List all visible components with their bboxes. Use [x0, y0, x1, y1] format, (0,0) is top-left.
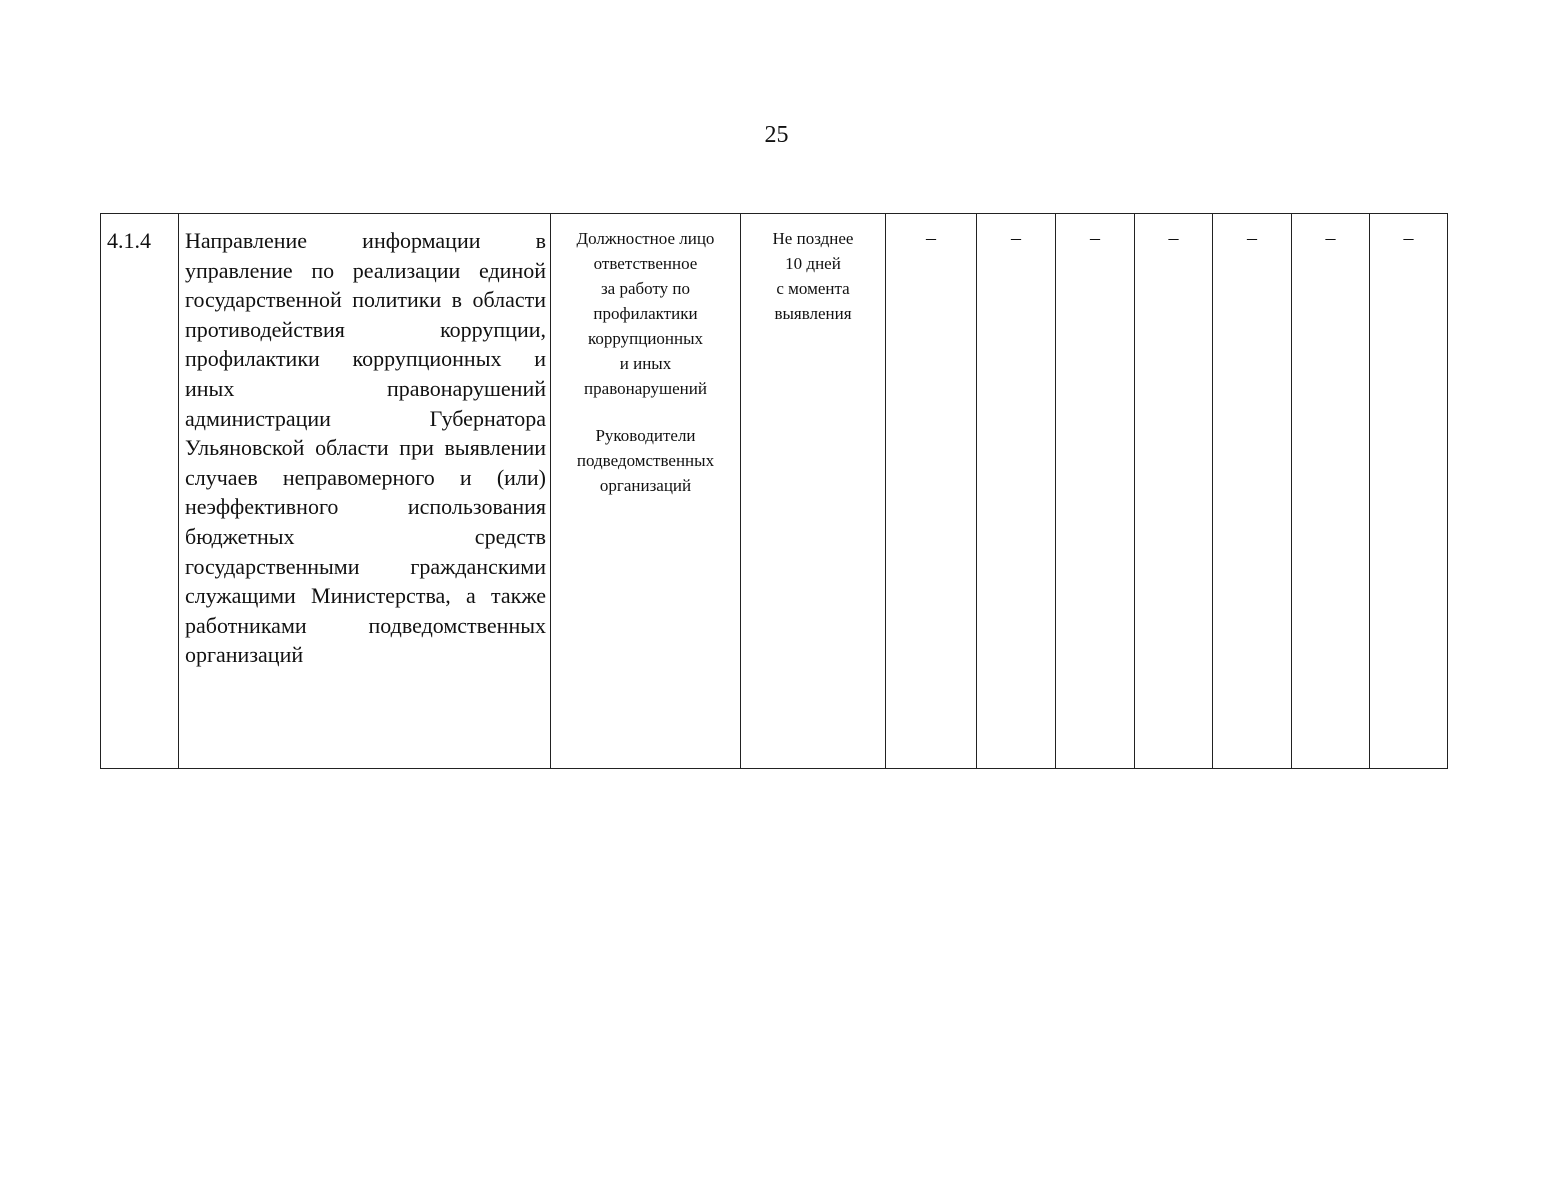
- responsible-line: Руководители: [595, 426, 696, 445]
- responsible-line: профилактики: [593, 304, 698, 323]
- dash-value: –: [1325, 227, 1336, 249]
- row-number: 4.1.4: [107, 228, 151, 253]
- page-number: 25: [764, 122, 789, 148]
- value-cell: [1370, 214, 1448, 769]
- responsible-line: подведомственных: [576, 451, 715, 470]
- dash-value: –: [1090, 227, 1100, 249]
- dash-value: –: [1011, 227, 1021, 249]
- responsible-line: за работу по: [600, 279, 691, 298]
- responsible-line: ответственное: [593, 254, 698, 273]
- row-number-cell: [101, 214, 179, 769]
- value-cell: [1056, 214, 1135, 769]
- deadline-line: выявления: [774, 304, 852, 323]
- responsible-line: правонарушений: [584, 379, 707, 398]
- value-cell: [1135, 214, 1213, 769]
- dash-value: –: [1403, 227, 1414, 249]
- value-cell: [1292, 214, 1370, 769]
- value-cell: [886, 214, 977, 769]
- deadline-line: 10 дней: [785, 254, 841, 273]
- deadline-line: Не позднее: [772, 229, 854, 248]
- responsible-gap: [553, 401, 738, 423]
- responsible-line: организаций: [599, 476, 692, 495]
- responsible-line: Должностное лицо: [576, 229, 715, 248]
- value-cell: [977, 214, 1056, 769]
- responsible-line: коррупционных: [587, 329, 704, 348]
- table-row: [101, 214, 1448, 769]
- responsible-line: и иных: [619, 354, 672, 373]
- value-cell: [1213, 214, 1292, 769]
- dash-value: –: [926, 227, 936, 249]
- action-text: Направление информации в управление по реализации единой государственной политики в области противодействия коррупции, профилактики коррупционных и иных правонарушений администрации Губернатора Ульяновской области при выявлении случаев неправомерного и (или) неэффективного использования бюджетных средств государственными гражданскими служащими Министерства, а также работниками подведомственных организаций: [185, 228, 546, 668]
- dash-value: –: [1168, 227, 1179, 249]
- deadline-line: с момента: [776, 279, 850, 298]
- deadline-cell: [741, 214, 886, 769]
- action-cell: [179, 214, 551, 769]
- dash-value: –: [1247, 227, 1257, 249]
- responsible-cell: [551, 214, 741, 769]
- plan-table: [100, 213, 1448, 769]
